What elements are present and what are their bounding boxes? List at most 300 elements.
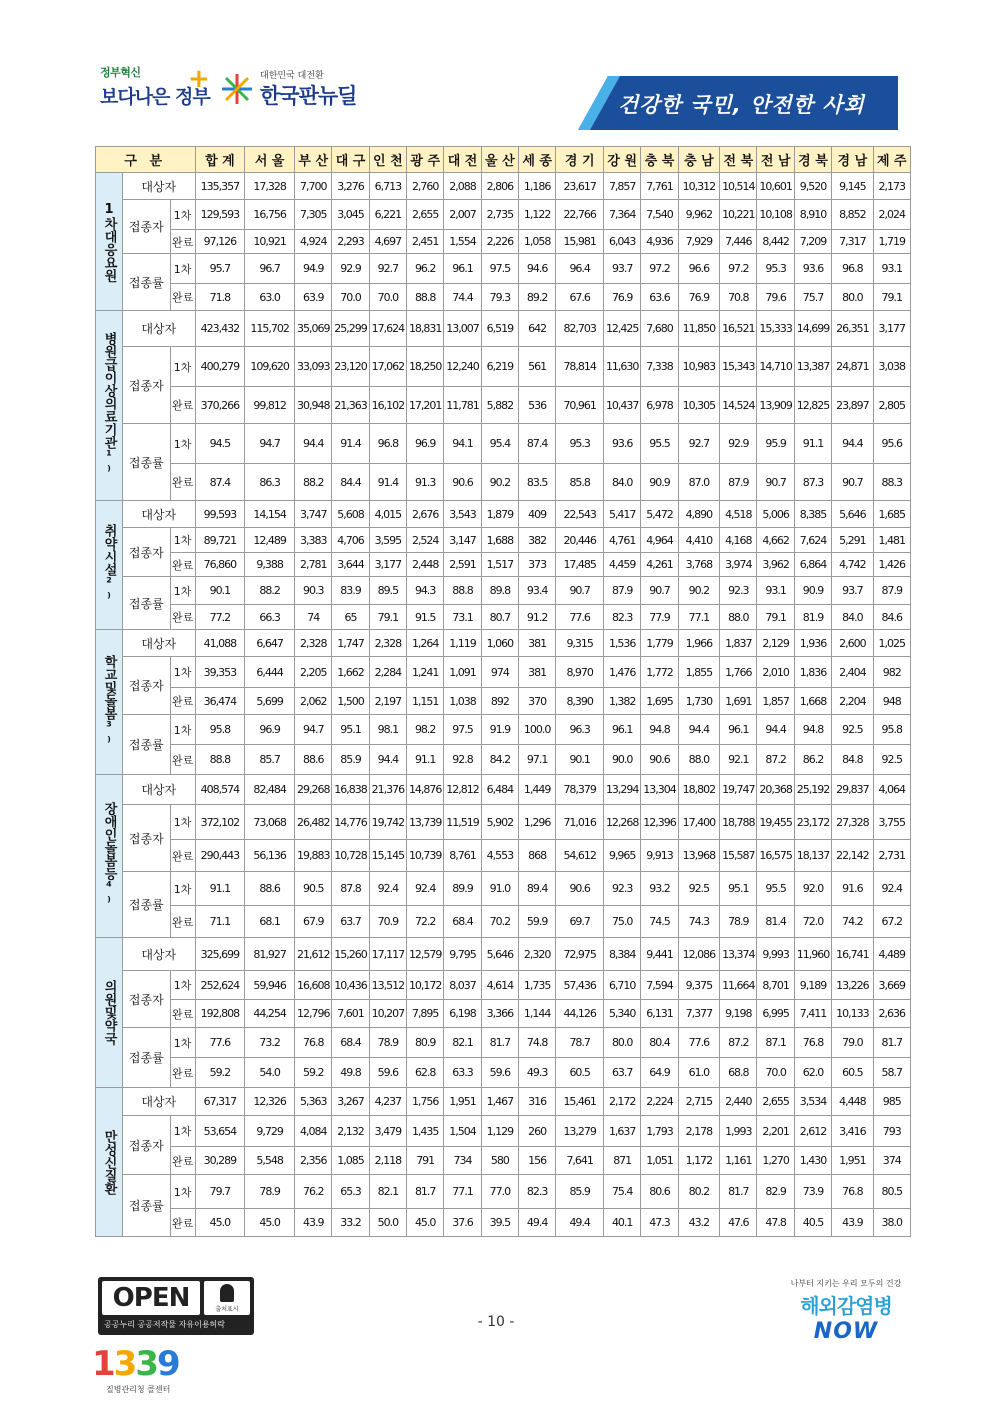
value-cell: 4,168 (720, 528, 757, 553)
value-cell: 316 (519, 1088, 556, 1116)
value-cell: 2,591 (444, 553, 481, 577)
value-cell: 94.1 (444, 424, 481, 464)
completed-label: 완료 (170, 1000, 195, 1028)
value-cell: 92.9 (720, 424, 757, 464)
kogl-open-license (98, 1277, 254, 1335)
value-cell: 63.7 (604, 1058, 641, 1088)
value-cell: 10,312 (678, 173, 719, 200)
value-cell: 82.1 (369, 1175, 406, 1209)
header-region: 전 북 (720, 147, 757, 173)
value-cell: 96.9 (407, 424, 444, 464)
value-cell: 63.6 (641, 284, 678, 311)
total-cell: 95.7 (195, 254, 245, 284)
value-cell: 43.9 (832, 1209, 873, 1237)
value-cell: 4,261 (641, 553, 678, 577)
value-cell: 45.0 (407, 1209, 444, 1237)
value-cell: 82,703 (556, 311, 604, 347)
table-row (96, 1116, 911, 1147)
value-cell: 65 (332, 605, 369, 630)
now-tagline: 나부터 지키는 우리 모두의 건강 (790, 1279, 902, 1288)
rate-label: 접종률 (122, 1175, 170, 1237)
table-row (96, 501, 911, 528)
value-cell: 82.9 (757, 1175, 794, 1209)
value-cell: 6,647 (245, 630, 295, 657)
value-cell: 2,676 (407, 501, 444, 528)
value-cell: 2,172 (604, 1088, 641, 1116)
value-cell: 2,197 (369, 688, 406, 715)
value-cell: 74 (295, 605, 332, 630)
value-cell: 87.0 (678, 464, 719, 501)
value-cell: 1,382 (604, 688, 641, 715)
value-cell: 92.7 (678, 424, 719, 464)
value-cell: 40.5 (794, 1209, 831, 1237)
value-cell: 5,548 (245, 1147, 295, 1175)
value-cell: 59,946 (245, 971, 295, 1000)
value-cell: 4,410 (678, 528, 719, 553)
value-cell: 15,343 (720, 347, 757, 387)
value-cell: 82.3 (519, 1175, 556, 1209)
value-cell: 77.6 (678, 1028, 719, 1058)
value-cell: 44,126 (556, 1000, 604, 1028)
value-cell: 94.3 (407, 577, 444, 605)
table-row (96, 605, 911, 630)
total-cell: 30,289 (195, 1147, 245, 1175)
value-cell: 1,122 (519, 200, 556, 230)
value-cell: 2,636 (873, 1000, 910, 1028)
value-cell: 1,735 (519, 971, 556, 1000)
value-cell: 15,587 (720, 840, 757, 872)
completed-label: 완료 (170, 230, 195, 254)
value-cell: 92.5 (678, 872, 719, 906)
value-cell: 3,177 (873, 311, 910, 347)
rate-label: 접종률 (122, 424, 170, 501)
value-cell: 12,425 (604, 311, 641, 347)
value-cell: 19,747 (720, 775, 757, 805)
total-cell: 95.8 (195, 715, 245, 745)
table-row (96, 1147, 911, 1175)
value-cell: 80.7 (481, 605, 518, 630)
value-cell: 6,198 (444, 1000, 481, 1028)
value-cell: 15,333 (757, 311, 794, 347)
value-cell: 13,007 (444, 311, 481, 347)
table-row (96, 254, 911, 284)
value-cell: 3,267 (332, 1088, 369, 1116)
value-cell: 3,366 (481, 1000, 518, 1028)
value-cell: 73.9 (794, 1175, 831, 1209)
call-number-digit: 9 (157, 1344, 179, 1384)
table-row (96, 1175, 911, 1209)
value-cell: 17,400 (678, 805, 719, 840)
total-cell: 423,432 (195, 311, 245, 347)
value-cell: 92.8 (444, 745, 481, 775)
value-cell: 1,662 (332, 657, 369, 688)
value-cell: 985 (873, 1088, 910, 1116)
value-cell: 25,299 (332, 311, 369, 347)
value-cell: 2,715 (678, 1088, 719, 1116)
value-cell: 4,448 (832, 1088, 873, 1116)
value-cell: 88.2 (245, 577, 295, 605)
value-cell: 81.7 (873, 1028, 910, 1058)
vaccination-table-wrap (95, 146, 911, 1237)
value-cell: 94.7 (245, 424, 295, 464)
table-row (96, 906, 911, 938)
value-cell: 3,045 (332, 200, 369, 230)
value-cell: 2,440 (720, 1088, 757, 1116)
table-row (96, 745, 911, 775)
table-row (96, 311, 911, 347)
value-cell: 21,376 (369, 775, 406, 805)
value-cell: 81.7 (407, 1175, 444, 1209)
value-cell: 16,575 (757, 840, 794, 872)
value-cell: 11,781 (444, 387, 481, 424)
value-cell: 87.9 (720, 464, 757, 501)
value-cell: 1,296 (519, 805, 556, 840)
total-cell: 325,699 (195, 938, 245, 971)
value-cell: 1,430 (794, 1147, 831, 1175)
value-cell: 85.9 (556, 1175, 604, 1209)
value-cell: 94.4 (295, 424, 332, 464)
value-cell: 1,855 (678, 657, 719, 688)
value-cell: 1,695 (641, 688, 678, 715)
value-cell: 1,144 (519, 1000, 556, 1028)
first-dose-label: 1차 (170, 528, 195, 553)
value-cell: 76.8 (832, 1175, 873, 1209)
attribution-badge (204, 1281, 250, 1315)
page-header (0, 0, 992, 140)
value-cell: 62.0 (794, 1058, 831, 1088)
value-cell: 91.6 (832, 872, 873, 906)
value-cell: 30,948 (295, 387, 332, 424)
value-cell: 2,781 (295, 553, 332, 577)
value-cell: 1,730 (678, 688, 719, 715)
value-cell: 8,442 (757, 230, 794, 254)
vaccinated-label: 접종자 (122, 347, 170, 424)
value-cell: 1,264 (407, 630, 444, 657)
vaccinated-label: 접종자 (122, 971, 170, 1028)
value-cell: 54,612 (556, 840, 604, 872)
first-dose-label: 1차 (170, 657, 195, 688)
value-cell: 561 (519, 347, 556, 387)
value-cell: 2,655 (407, 200, 444, 230)
value-cell: 4,553 (481, 840, 518, 872)
table-row (96, 387, 911, 424)
value-cell: 3,177 (369, 553, 406, 577)
value-cell: 93.7 (604, 254, 641, 284)
value-cell: 6,131 (641, 1000, 678, 1028)
value-cell: 2,806 (481, 173, 518, 200)
table-row (96, 805, 911, 840)
value-cell: 23,897 (832, 387, 873, 424)
value-cell: 87.2 (720, 1028, 757, 1058)
value-cell: 80.4 (641, 1028, 678, 1058)
plus-icon: + (188, 64, 210, 94)
value-cell: 87.1 (757, 1028, 794, 1058)
value-cell: 4,924 (295, 230, 332, 254)
value-cell: 43.9 (295, 1209, 332, 1237)
completed-label: 완료 (170, 1147, 195, 1175)
value-cell: 1,449 (519, 775, 556, 805)
value-cell: 1,772 (641, 657, 678, 688)
value-cell: 69.7 (556, 906, 604, 938)
value-cell: 71,016 (556, 805, 604, 840)
value-cell: 92.3 (604, 872, 641, 906)
value-cell: 12,796 (295, 1000, 332, 1028)
value-cell: 82.3 (604, 605, 641, 630)
value-cell: 2,735 (481, 200, 518, 230)
value-cell: 86.3 (245, 464, 295, 501)
new-deal-line1: 대한민국 대전환 (260, 71, 324, 81)
value-cell: 2,328 (295, 630, 332, 657)
value-cell: 6,444 (245, 657, 295, 688)
table-row (96, 688, 911, 715)
value-cell: 80.9 (407, 1028, 444, 1058)
value-cell: 96.8 (369, 424, 406, 464)
value-cell: 381 (519, 657, 556, 688)
table-row (96, 971, 911, 1000)
value-cell: 12,268 (604, 805, 641, 840)
value-cell: 95.3 (757, 254, 794, 284)
value-cell: 26,351 (832, 311, 873, 347)
value-cell: 374 (873, 1147, 910, 1175)
value-cell: 7,700 (295, 173, 332, 200)
value-cell: 5,699 (245, 688, 295, 715)
value-cell: 1,058 (519, 230, 556, 254)
value-cell: 35,069 (295, 311, 332, 347)
value-cell: 90.6 (641, 745, 678, 775)
value-cell: 6,713 (369, 173, 406, 200)
value-cell: 1,668 (794, 688, 831, 715)
value-cell: 78.9 (369, 1028, 406, 1058)
value-cell: 4,964 (641, 528, 678, 553)
value-cell: 1,993 (720, 1116, 757, 1147)
value-cell: 1,241 (407, 657, 444, 688)
value-cell: 12,825 (794, 387, 831, 424)
value-cell: 70,961 (556, 387, 604, 424)
value-cell: 7,680 (641, 311, 678, 347)
value-cell: 974 (481, 657, 518, 688)
completed-label: 완료 (170, 840, 195, 872)
total-cell: 71.1 (195, 906, 245, 938)
value-cell: 13,279 (556, 1116, 604, 1147)
value-cell: 98.2 (407, 715, 444, 745)
value-cell: 2,451 (407, 230, 444, 254)
value-cell: 10,108 (757, 200, 794, 230)
value-cell: 92.3 (720, 577, 757, 605)
value-cell: 81,927 (245, 938, 295, 971)
first-dose-label: 1차 (170, 715, 195, 745)
value-cell: 29,837 (832, 775, 873, 805)
value-cell: 63.0 (245, 284, 295, 311)
value-cell: 5,006 (757, 501, 794, 528)
value-cell: 3,479 (369, 1116, 406, 1147)
first-dose-label: 1차 (170, 1116, 195, 1147)
value-cell: 86.2 (794, 745, 831, 775)
value-cell: 91.0 (481, 872, 518, 906)
value-cell: 1,517 (481, 553, 518, 577)
value-cell: 9,520 (794, 173, 831, 200)
value-cell: 2,293 (332, 230, 369, 254)
value-cell: 10,921 (245, 230, 295, 254)
value-cell: 38.0 (873, 1209, 910, 1237)
value-cell: 156 (519, 1147, 556, 1175)
header-region: 경 북 (794, 147, 831, 173)
value-cell: 1,966 (678, 630, 719, 657)
value-cell: 5,902 (481, 805, 518, 840)
first-dose-label: 1차 (170, 805, 195, 840)
value-cell: 13,374 (720, 938, 757, 971)
value-cell: 9,795 (444, 938, 481, 971)
table-row (96, 775, 911, 805)
gov-logo-line2: 보다나은 정부 (100, 86, 210, 108)
table-row (96, 630, 911, 657)
value-cell: 14,154 (245, 501, 295, 528)
value-cell: 10,436 (332, 971, 369, 1000)
value-cell: 7,540 (641, 200, 678, 230)
value-cell: 94.4 (678, 715, 719, 745)
value-cell: 47.8 (757, 1209, 794, 1237)
value-cell: 1,536 (604, 630, 641, 657)
value-cell: 88.8 (407, 284, 444, 311)
value-cell: 1,836 (794, 657, 831, 688)
value-cell: 24,871 (832, 347, 873, 387)
value-cell: 4,614 (481, 971, 518, 1000)
call-number (92, 1346, 212, 1382)
value-cell: 4,662 (757, 528, 794, 553)
completed-label: 완료 (170, 387, 195, 424)
value-cell: 2,178 (678, 1116, 719, 1147)
table-row (96, 577, 911, 605)
value-cell: 59.2 (295, 1058, 332, 1088)
value-cell: 94.4 (832, 424, 873, 464)
target-label: 대상자 (122, 630, 195, 657)
value-cell: 83.5 (519, 464, 556, 501)
value-cell: 13,226 (832, 971, 873, 1000)
value-cell: 89.9 (444, 872, 481, 906)
value-cell: 10,739 (407, 840, 444, 872)
value-cell: 1,756 (407, 1088, 444, 1116)
value-cell: 39.5 (481, 1209, 518, 1237)
value-cell: 1,151 (407, 688, 444, 715)
value-cell: 95.1 (720, 872, 757, 906)
value-cell: 2,007 (444, 200, 481, 230)
total-cell: 59.2 (195, 1058, 245, 1088)
value-cell: 57,436 (556, 971, 604, 1000)
total-cell: 290,443 (195, 840, 245, 872)
value-cell: 90.5 (295, 872, 332, 906)
value-cell: 5,417 (604, 501, 641, 528)
value-cell: 25,192 (794, 775, 831, 805)
value-cell: 79.1 (369, 605, 406, 630)
table-row (96, 347, 911, 387)
value-cell: 8,384 (604, 938, 641, 971)
value-cell: 3,962 (757, 553, 794, 577)
value-cell: 13,968 (678, 840, 719, 872)
value-cell: 1,270 (757, 1147, 794, 1175)
value-cell: 84.6 (873, 605, 910, 630)
value-cell: 9,441 (641, 938, 678, 971)
table-row (96, 657, 911, 688)
call-number-digit: 3 (113, 1344, 136, 1384)
value-cell: 95.5 (757, 872, 794, 906)
value-cell: 99,812 (245, 387, 295, 424)
value-cell: 63.7 (332, 906, 369, 938)
value-cell: 5,882 (481, 387, 518, 424)
value-cell: 79.1 (757, 605, 794, 630)
value-cell: 13,909 (757, 387, 794, 424)
value-cell: 536 (519, 387, 556, 424)
value-cell: 94.4 (369, 745, 406, 775)
value-cell: 11,519 (444, 805, 481, 840)
first-dose-label: 1차 (170, 971, 195, 1000)
value-cell: 95.4 (481, 424, 518, 464)
value-cell: 6,221 (369, 200, 406, 230)
value-cell: 83.9 (332, 577, 369, 605)
value-cell: 2,173 (873, 173, 910, 200)
value-cell: 45.0 (245, 1209, 295, 1237)
value-cell: 93.1 (757, 577, 794, 605)
value-cell: 8,390 (556, 688, 604, 715)
value-cell: 2,205 (295, 657, 332, 688)
value-cell: 94.6 (519, 254, 556, 284)
value-cell: 94.8 (794, 715, 831, 745)
value-cell: 3,543 (444, 501, 481, 528)
header-row (96, 147, 911, 173)
value-cell: 1,857 (757, 688, 794, 715)
value-cell: 62.8 (407, 1058, 444, 1088)
header-region: 대 구 (332, 147, 369, 173)
value-cell: 7,624 (794, 528, 831, 553)
value-cell: 43.2 (678, 1209, 719, 1237)
table-row (96, 1209, 911, 1237)
value-cell: 370 (519, 688, 556, 715)
value-cell: 79.6 (757, 284, 794, 311)
slogan-banner (578, 76, 898, 130)
value-cell: 4,706 (332, 528, 369, 553)
value-cell: 92.5 (832, 715, 873, 745)
first-dose-label: 1차 (170, 347, 195, 387)
table-row (96, 553, 911, 577)
total-cell: 88.8 (195, 745, 245, 775)
new-deal-line2: 한국판뉴딜 (260, 84, 357, 108)
value-cell: 9,375 (678, 971, 719, 1000)
call-number-digit: 1 (92, 1344, 114, 1384)
table-row (96, 464, 911, 501)
new-deal-star-icon (220, 72, 254, 106)
value-cell: 90.7 (832, 464, 873, 501)
value-cell: 10,601 (757, 173, 794, 200)
value-cell: 2,320 (519, 938, 556, 971)
value-cell: 10,983 (678, 347, 719, 387)
value-cell: 793 (873, 1116, 910, 1147)
value-cell: 79.0 (832, 1028, 873, 1058)
value-cell: 12,086 (678, 938, 719, 971)
header-region: 전 남 (757, 147, 794, 173)
target-label: 대상자 (122, 311, 195, 347)
value-cell: 3,768 (678, 553, 719, 577)
table-row (96, 284, 911, 311)
value-cell: 1,837 (720, 630, 757, 657)
value-cell: 87.9 (604, 577, 641, 605)
value-cell: 84.0 (832, 605, 873, 630)
table-row (96, 938, 911, 971)
value-cell: 10,437 (604, 387, 641, 424)
value-cell: 95.3 (556, 424, 604, 464)
value-cell: 2,612 (794, 1116, 831, 1147)
value-cell: 2,328 (369, 630, 406, 657)
value-cell: 75.0 (604, 906, 641, 938)
table-row (96, 200, 911, 230)
value-cell: 96.6 (678, 254, 719, 284)
